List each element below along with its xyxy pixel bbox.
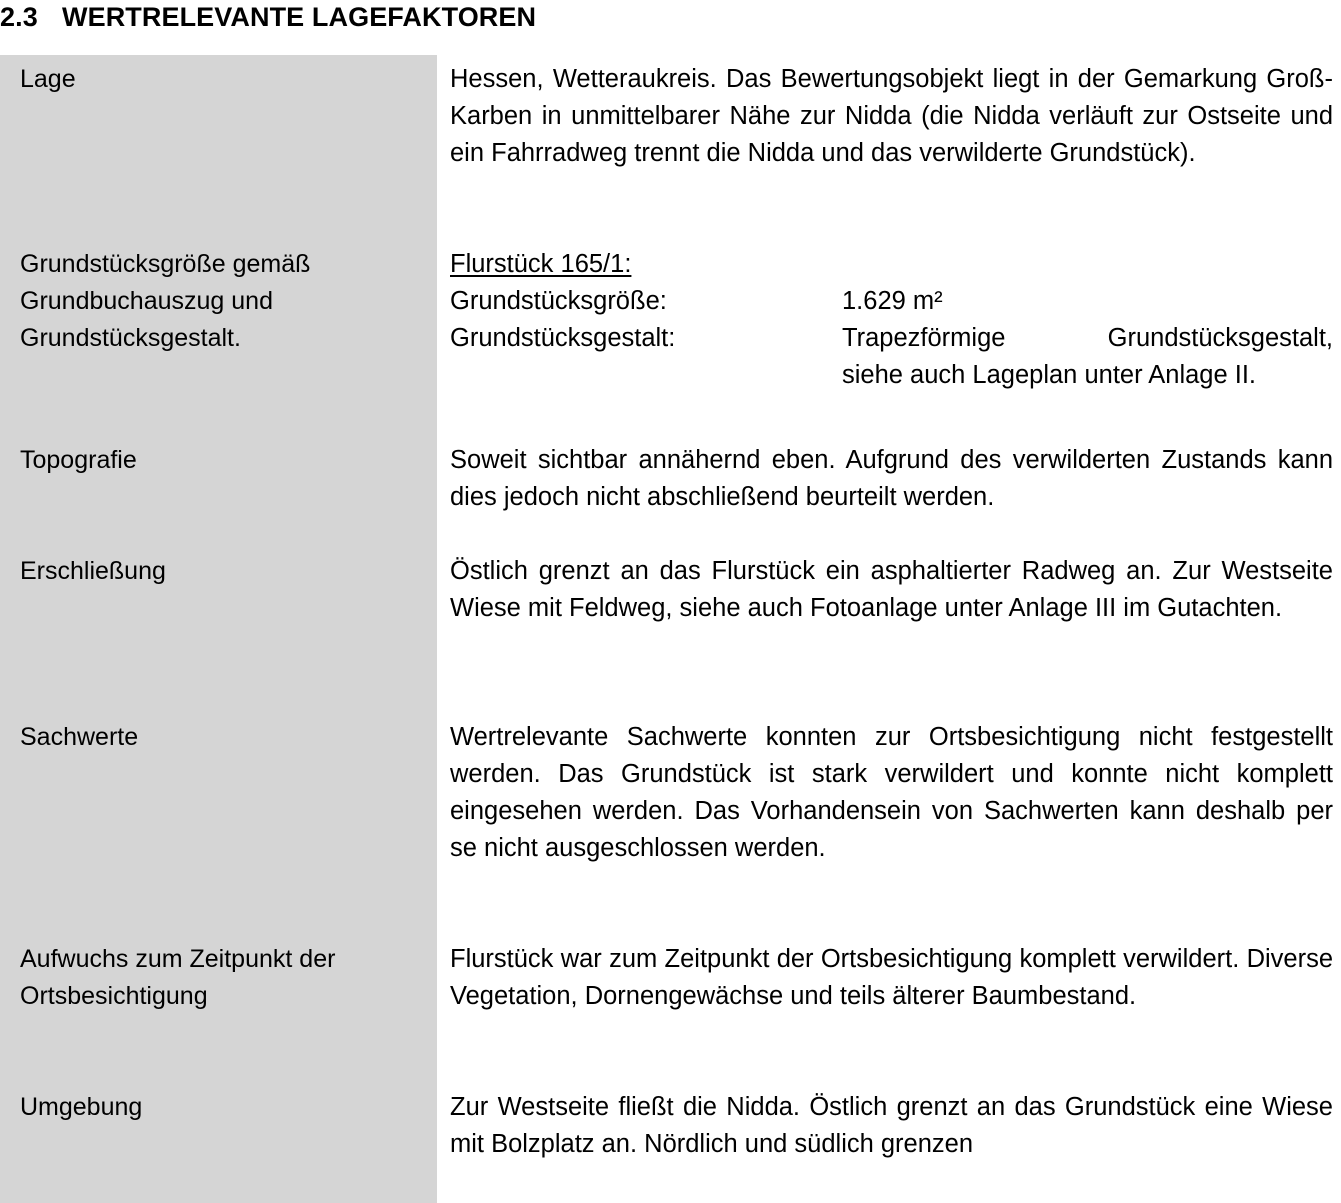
label-column [0,55,437,1203]
row-value-erschliessung [450,553,1333,627]
section-number: 2.3 [0,2,38,32]
row-label-sachwerte: Sachwerte [20,723,139,751]
detail-row-groesse [450,283,1333,320]
row-value-topografie [450,442,1333,516]
row-value-aufwuchs [450,941,1333,1015]
row-value-erschliessung-text: Östlich grenzt an das Flurstück ein asphaltierter Radweg an. Zur Westseite Wiese mit Feldweg, siehe auch Fotoanlage unter Anlage III im Gutachten. [450,557,1333,622]
row-label-lage: Lage [20,65,76,93]
row-value-topografie-text: Soweit sichtbar annähernd eben. Aufgrund des verwilderten Zustands kann dies jedoch nicht abschließend beurteilt werden. [450,446,1333,511]
row-label-umgebung: Umgebung [20,1093,143,1121]
flurstueck-heading: Flurstück 165/1: [450,250,632,278]
detail-key-gestalt: Grundstücksgestalt: [450,324,676,352]
row-value-umgebung [450,1089,1333,1163]
row-value-grundstuecksgroesse [450,246,1333,394]
value-column [437,55,1341,1203]
row-label-erschliessung: Erschließung [20,557,166,585]
row-label-topografie: Topografie [20,446,137,474]
row-label-aufwuchs: Aufwuchs zum Zeitpunkt der Ortsbesichtigung [20,945,336,1010]
detail-value-gestalt-line2: siehe auch Lageplan unter Anlage II. [842,361,1256,389]
detail-value-groesse: 1.629 m² [842,287,943,315]
detail-value-gestalt-line1: Trapezförmige Grundstücksgestalt, [842,324,1333,352]
lagefaktoren-table [0,55,1341,1203]
row-value-umgebung-text: Zur Westseite fließt die Nidda. Östlich grenzt an das Grundstück eine Wiese mit Bolzplatz an. Nördlich und südlich grenzen [450,1093,1333,1158]
row-value-sachwerte-text: Wertrelevante Sachwerte konnten zur Ortsbesichtigung nicht festgestellt werden. Das Grundstück ist stark verwildert und konnte nicht komplett eingesehen werden. Das Vorhandensein von Sachwerten kann deshalb per se nicht ausgeschlossen werden. [450,723,1333,862]
row-value-sachwerte [450,719,1333,867]
section-title: WERTRELEVANTE LAGEFAKTOREN [62,2,537,32]
row-value-lage [450,61,1333,172]
detail-value-gestalt [842,320,1333,394]
page-title [0,0,1341,48]
detail-key-groesse: Grundstücksgröße: [450,287,667,315]
row-label-grundstuecksgroesse: Grundstücksgröße gemäß Grundbuchauszug und Grundstücksgestalt. [20,250,311,352]
row-value-lage-text: Hessen, Wetteraukreis. Das Bewertungsobjekt liegt in der Gemarkung Groß-Karben in unmittelbarer Nähe zur Nidda (die Nidda verläuft zur Ostseite und ein Fahrradweg trennt die Nidda und das verwilderte Grundstück). [450,65,1333,167]
detail-row-gestalt [450,320,1333,394]
row-value-aufwuchs-text: Flurstück war zum Zeitpunkt der Ortsbesichtigung komplett verwildert. Diverse Vegetation, Dornengewächse und teils älterer Baumbestand. [450,945,1333,1010]
